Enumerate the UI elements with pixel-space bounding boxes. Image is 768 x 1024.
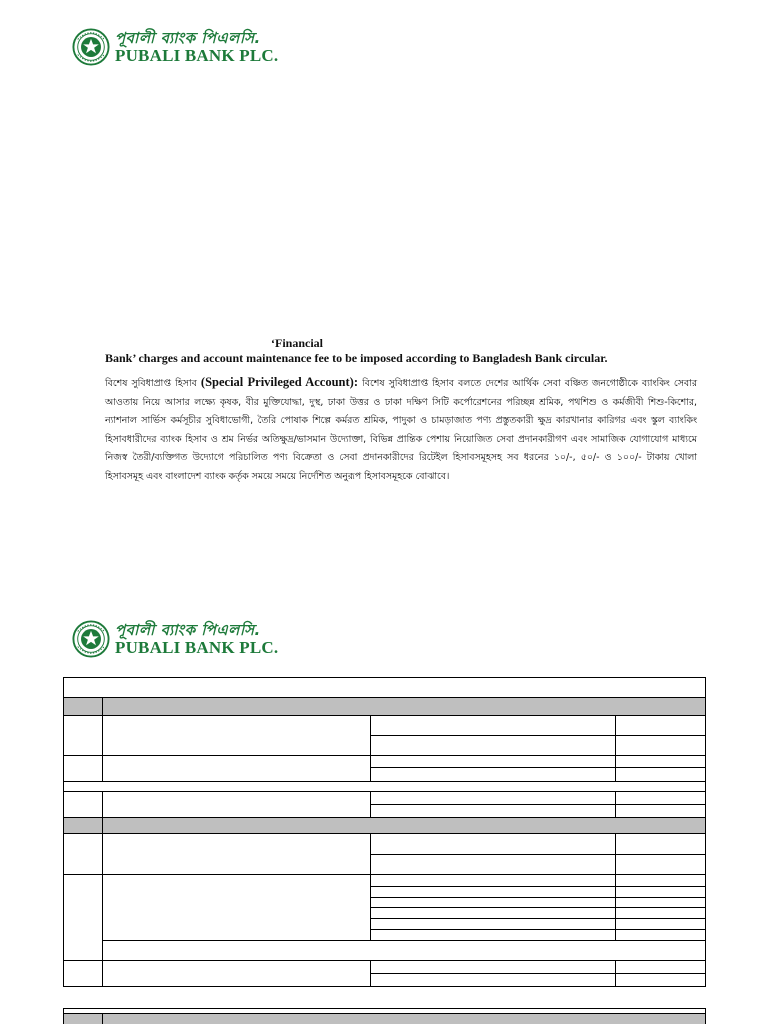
bank-emblem-icon xyxy=(72,28,110,66)
row-description xyxy=(102,791,371,818)
section-header-sl xyxy=(63,817,103,834)
row-amount xyxy=(615,767,706,782)
row-description xyxy=(102,755,371,782)
bank-logo xyxy=(72,28,278,66)
row-description xyxy=(102,833,371,875)
row-subitem xyxy=(370,804,616,818)
row-sl xyxy=(63,715,103,756)
row-subitem xyxy=(370,960,616,974)
row-subitem xyxy=(370,854,616,875)
row-subitem xyxy=(370,791,616,805)
row-sl xyxy=(63,755,103,782)
row-amount xyxy=(615,804,706,818)
definition-term: (Special Privileged Account): xyxy=(200,375,358,389)
definition-lead: বিশেষ সুবিধাপ্রাপ্ত হিসাব xyxy=(105,378,201,389)
section-header-sl xyxy=(63,697,103,716)
bank-logo-table-header xyxy=(72,620,278,658)
row-amount xyxy=(615,854,706,875)
next-section-header xyxy=(102,1013,706,1024)
row-description xyxy=(102,715,371,756)
row-subitem xyxy=(370,833,616,855)
section-header xyxy=(102,697,706,716)
special-privileged-account-definition xyxy=(105,373,697,487)
bank-name-bangla: পূবালী ব্যাংক পিএলসি. xyxy=(115,620,261,639)
heading-line-2: Bank’ charges and account maintenance fee to be imposed according to Bangladesh Bank circular. xyxy=(105,351,608,365)
table-title-cell xyxy=(63,677,706,698)
row-amount xyxy=(615,735,706,756)
row-sl xyxy=(63,833,103,875)
row-subitem xyxy=(370,767,616,782)
row-sl xyxy=(63,960,103,987)
next-section-header-sl xyxy=(63,1013,103,1024)
definition-body: বিশেষ সুবিধাপ্রাপ্ত হিসাব বলতে দেশের আর্থিক সেবা বঞ্চিত জনগোষ্ঠীকে ব্যাংকিং সেবার আওতায় নিয়ে আসার লক্ষ্যে কৃষক, বীর মুক্তিযোদ্ধা, দুস্থ, ঢাকা উত্তর ও ঢাকা দক্ষিণ সিটি কর্পোরেশনের পরিচ্ছন্ন শ্রমিক, পথশিশু ও কর্মজীবী শিশু-কিশোর, ন্যাশনাল সার্ভিস কর্মসূচীর সুবিধাভোগী, তৈরি পোষাক শিল্পে কর্মরত শ্রমিক, পাদুকা ও চামড়াজাত পণ্য প্রস্তুতকারী ক্ষুদ্র কারখানার কারিগর এবং স্কুল ব্যাংকিং হিসাবধারীদের ব্যাংক হিসাব ও শ্রম নির্ভর অতিক্ষুদ্র/ভাসমান উদ্যোক্তা, বিভিন্ন প্রান্তিক পেশায় নিয়োজিত সেবা প্রদানকারীগণ এবং সামাজিক যোগাযোগ মাধ্যমে নিজস্ব তৈরী/ব্যক্তিগত উদ্যোগে পরিচালিত পণ্য বিক্রেতা ও সেবা প্রদানকারীদের রিটেইল হিসাবসমূহসহ সব ধরনের ১০/-, ৫০/- ও ১০০/- টাকায় খোলা হিসাবসমূহ এবং বাংলাদেশ ব্যাংক কর্তৃক সময়ে সময়ে নির্দেশিত অনুরূপ হিসাবসমূহকে বোঝাবে। xyxy=(105,378,698,482)
row-sl xyxy=(63,874,103,961)
section-header xyxy=(102,817,706,834)
row-note xyxy=(102,940,706,961)
row-amount xyxy=(615,973,706,987)
bank-name-english: PUBALI BANK PLC. xyxy=(115,45,279,65)
row-description xyxy=(102,874,371,941)
bank-name-english: PUBALI BANK PLC. xyxy=(115,637,279,657)
bank-name-bangla: পূবালী ব্যাংক পিএলসি. xyxy=(115,28,261,47)
row-amount xyxy=(615,833,706,855)
heading-line-1: ‘Financial xyxy=(271,336,324,350)
row-amount xyxy=(615,960,706,974)
bank-emblem-icon xyxy=(72,620,110,658)
row-sl xyxy=(63,791,103,818)
row-subitem xyxy=(370,973,616,987)
row-subitem xyxy=(370,715,616,736)
row-subitem xyxy=(370,735,616,756)
row-amount xyxy=(615,791,706,805)
row-description xyxy=(102,960,371,987)
row-amount xyxy=(615,715,706,736)
